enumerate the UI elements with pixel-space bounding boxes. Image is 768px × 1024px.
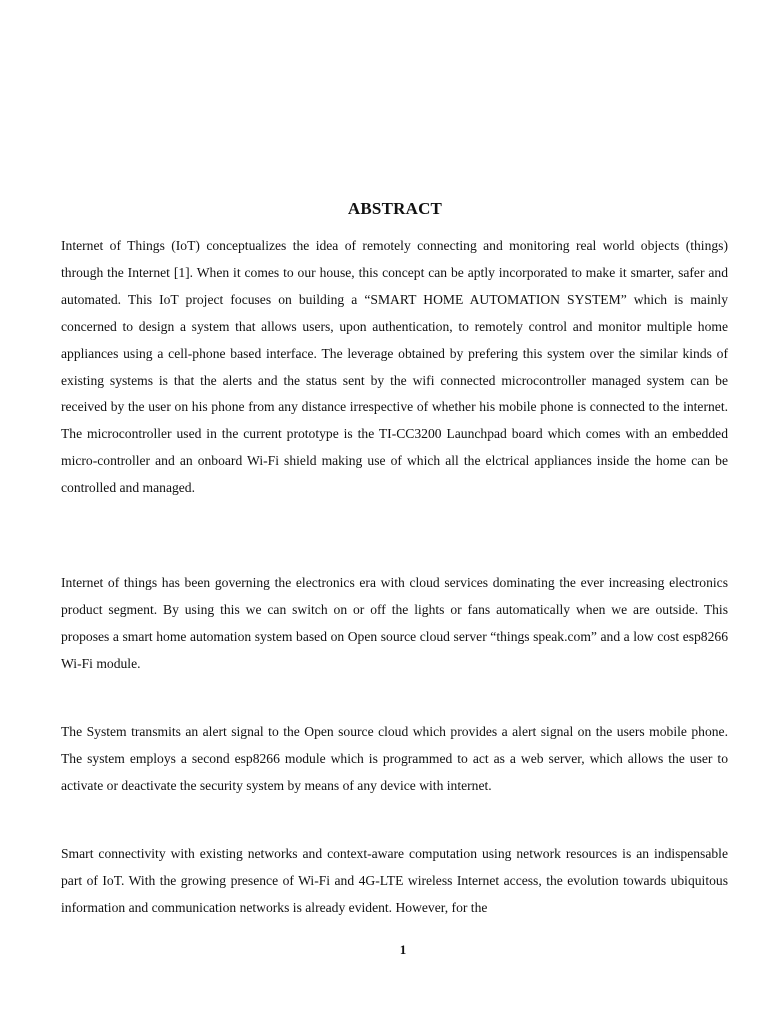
abstract-heading: ABSTRACT <box>347 199 443 218</box>
abstract-paragraph-1: Internet of Things (IoT) conceptualizes the idea of remotely connecting and monitoring real world objects (things) through the Internet [1]. When it comes to our house, this concept can be aptly incorporated to make it smarter, safer and automated. This IoT project focuses on building a “SMART HOME AUTOMATION SYSTEM” which is mainly concerned to design a system that allows users, upon authentication, to remotely control and monitor multiple home appliances using a cell-phone based interface. The leverage obtained by prefering this system over the similar kinds of existing systems is that the alerts and the status sent by the wifi connected microcontroller managed system can be received by the user on his phone from any distance irrespective of whether his mobile phone is connected to the internet. The microcontroller used in the current prototype is the TI-CC3200 Launchpad board which comes with an embedded micro-controller and an onboard Wi-Fi shield making use of which all the elctrical appliances inside the home can be controlled and managed. <box>61 238 728 496</box>
abstract-paragraph-2: Internet of things has been governing the electronics era with cloud services dominating the ever increasing electronics product segment. By using this we can switch on or off the lights or fans automatically when we are outside. This proposes a smart home automation system based on Open source cloud server “things speak.com” and a low cost esp8266 Wi-Fi module. <box>61 575 728 671</box>
abstract-paragraph-3: The System transmits an alert signal to the Open source cloud which provides a alert signal on the users mobile phone. The system employs a second esp8266 module which is programmed to act as a web server, which allows the user to activate or deactivate the security system by means of any device with internet. <box>61 724 728 793</box>
page-number: 1 <box>399 942 407 957</box>
abstract-paragraph-4: Smart connectivity with existing networks and context-aware computation using network resources is an indispensable part of IoT. With the growing presence of Wi-Fi and 4G-LTE wireless Internet access, the evolution towards ubiquitous information and communication networks is already evident. However, for the <box>61 846 728 915</box>
